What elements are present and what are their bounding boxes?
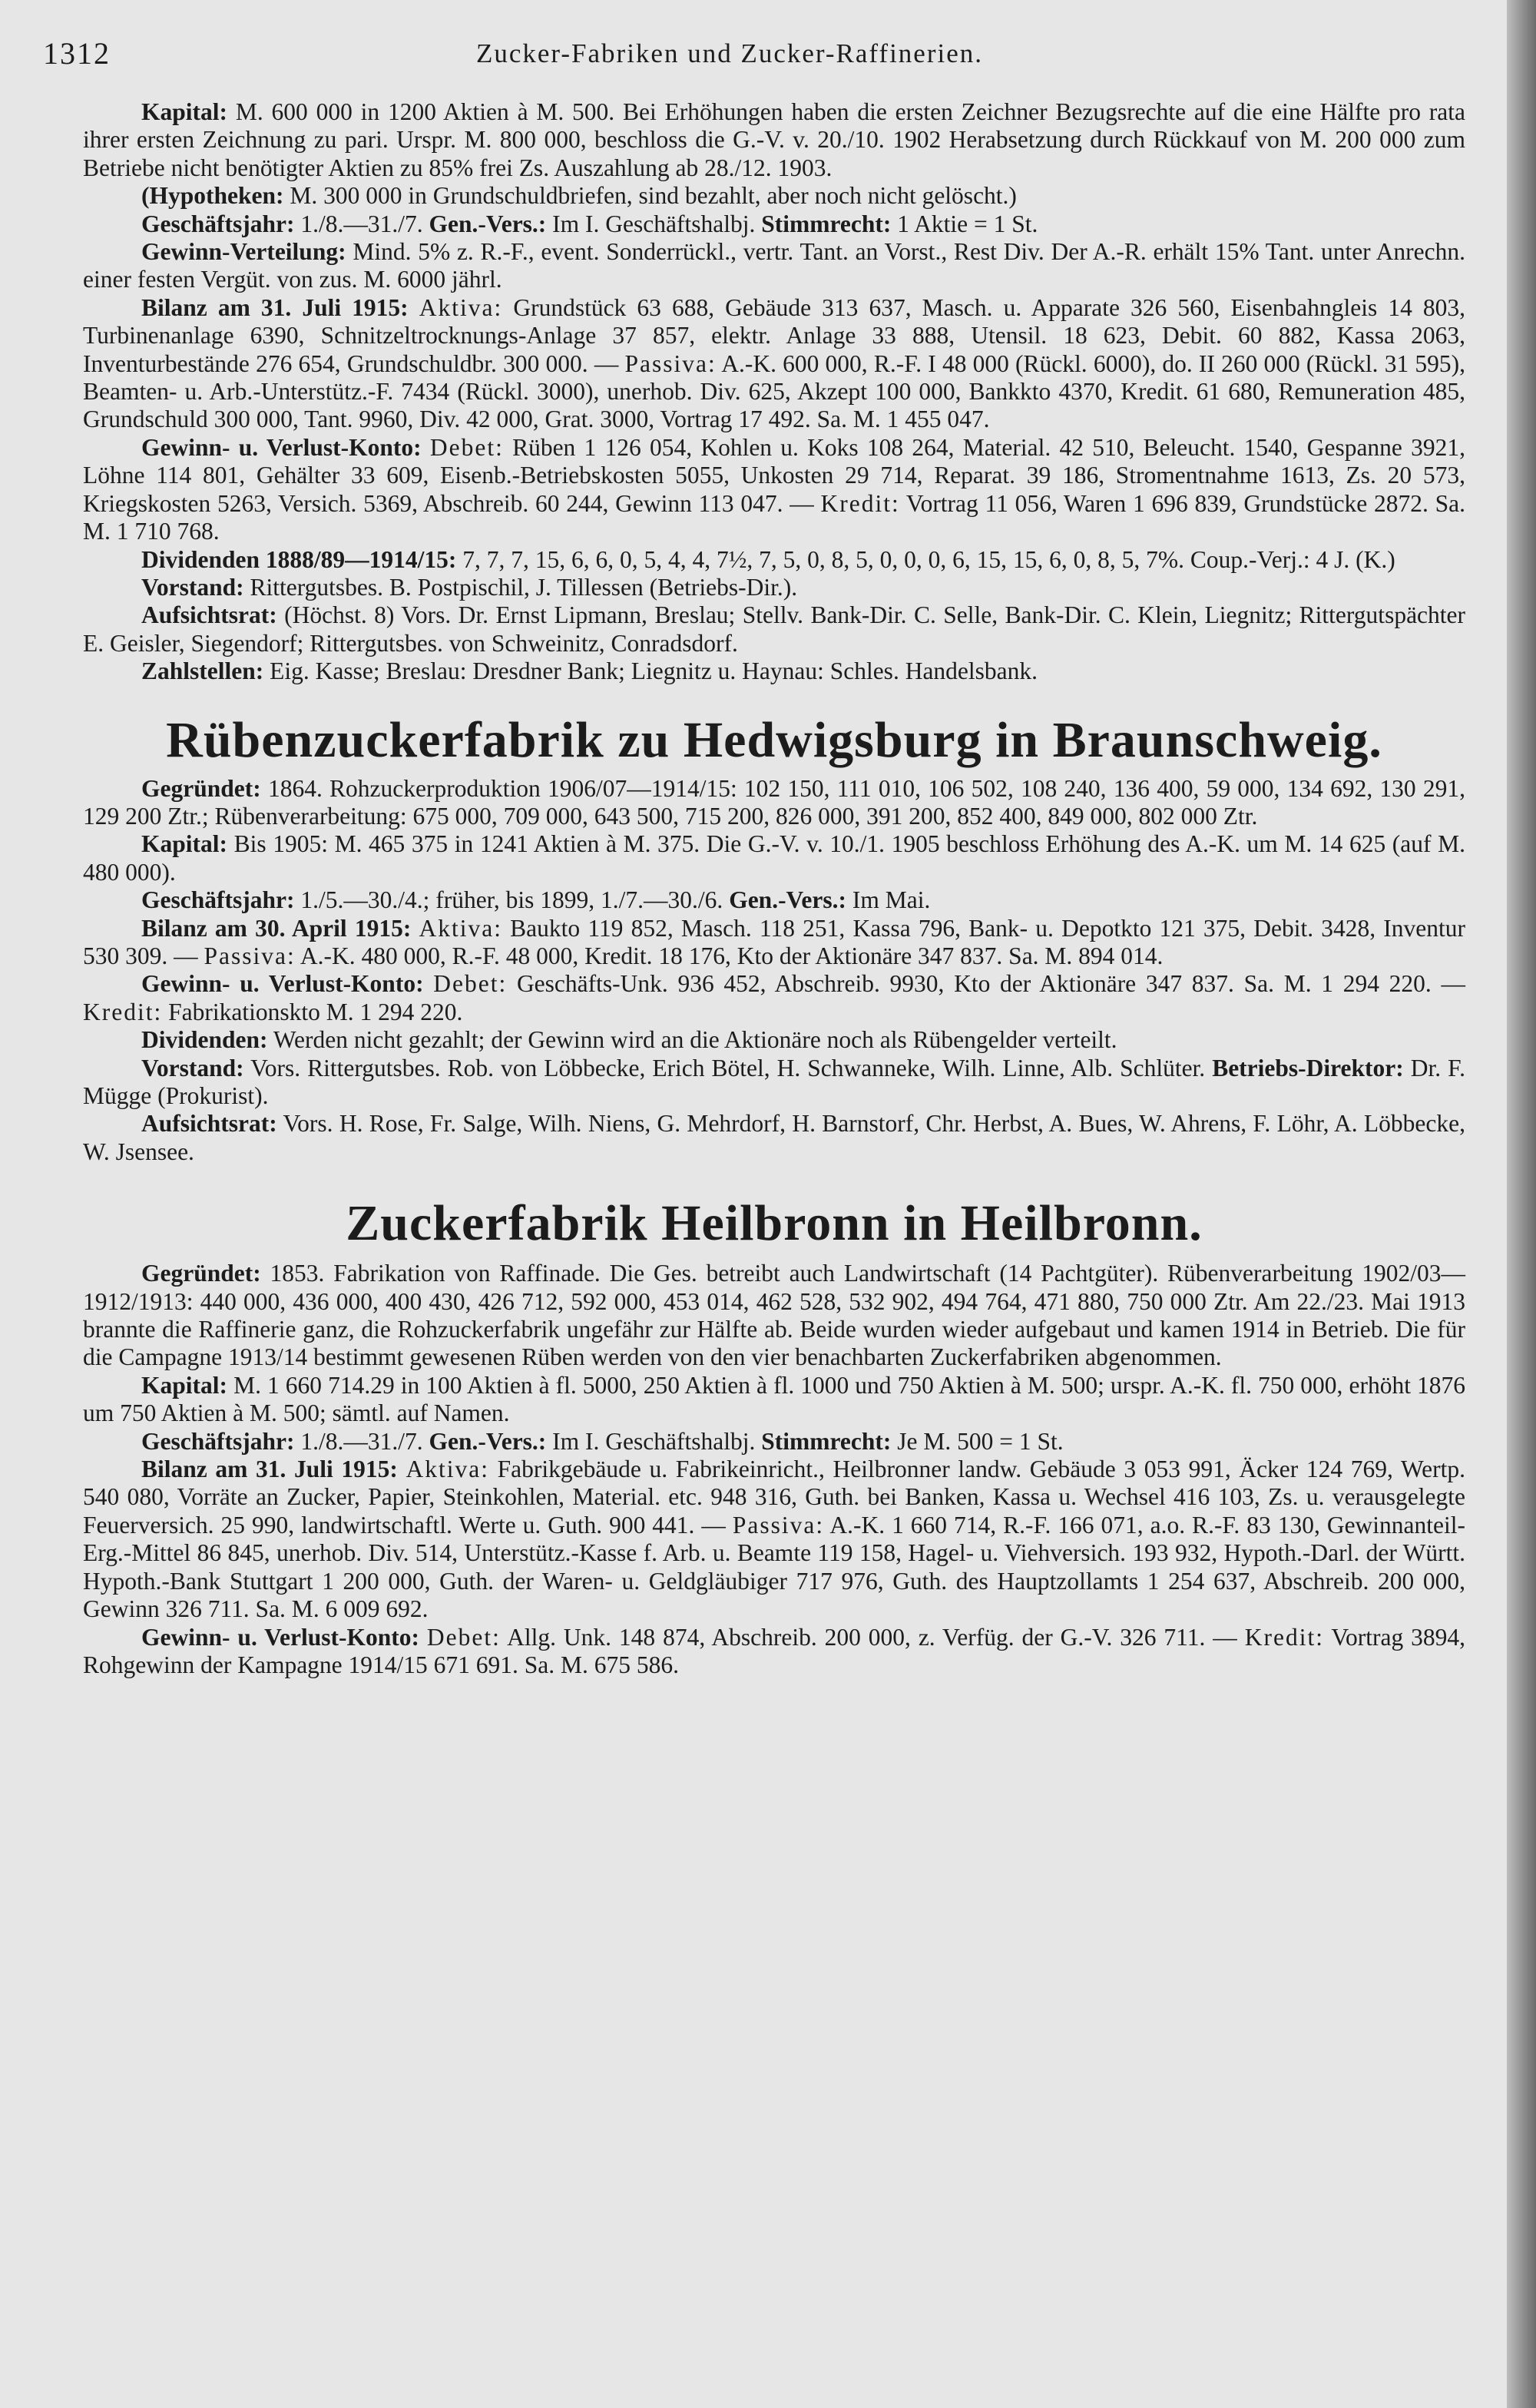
hypotheken-text: M. 300 000 in Grundschuldbriefen, sind bezahlt, aber noch nicht gelöscht.)	[290, 182, 1017, 210]
geschaeftsjahr-paragraph	[83, 210, 1465, 238]
dividenden-text: 7, 7, 7, 15, 6, 6, 0, 5, 4, 4, 7½, 7, 5, 0, 8, 5, 0, 0, 0, 6, 15, 15, 6, 0, 8, 5, 7%. Coup.-Verj.: 4 J. (K.)	[462, 545, 1395, 573]
genvers-label: Gen.-Vers.:	[729, 886, 846, 914]
gewinnverteilung-label: Gewinn-Verteilung:	[141, 238, 346, 266]
vorstand-paragraph	[83, 574, 1465, 601]
vorstand-label: Vorstand:	[141, 573, 244, 601]
betriebsdirektor-label: Betriebs-Direktor:	[1212, 1054, 1404, 1081]
page-edge-shadow	[1507, 0, 1536, 2408]
aktiva-label: Aktiva:	[419, 293, 503, 321]
geschaeftsjahr-text: 1./8.—31./7.	[300, 210, 423, 237]
page-header	[0, 35, 1459, 74]
dividenden-paragraph	[83, 546, 1465, 574]
kapital-label: Kapital:	[141, 98, 228, 125]
passiva-label: Passiva:	[732, 1511, 825, 1539]
debet-label: Debet:	[426, 1623, 501, 1651]
vorstand-label: Vorstand:	[141, 1054, 244, 1081]
kapital-paragraph	[83, 830, 1465, 886]
bilanz-paragraph	[83, 915, 1465, 971]
aufsichtsrat-text: Vors. H. Rose, Fr. Salge, Wilh. Niens, G. Mehrdorf, H. Barnstorf, Chr. Herbst, A. Bues, W. Ahrens, F. Löhr, A. Löbbecke, W. Jsensee.	[83, 1110, 1465, 1165]
zahlstellen-paragraph	[83, 657, 1465, 685]
vorstand-paragraph	[83, 1055, 1465, 1111]
aufsichtsrat-label: Aufsichtsrat:	[141, 601, 277, 629]
kapital-text: Bis 1905: M. 465 375 in 1241 Aktien à M. 375. Die G.-V. v. 10./1. 1905 beschloss Erhöhung des A.-K. um M. 14 625 (auf M. 480 000).	[83, 830, 1465, 886]
aktiva-label: Aktiva:	[406, 1456, 490, 1483]
guv-debet: Geschäfts-Unk. 936 452, Abschreib. 9930, Kto der Aktionäre 347 837. Sa. M. 1 294 220. —	[516, 970, 1466, 998]
bilanz-label: Bilanz am 31. Juli 1915:	[141, 293, 409, 321]
passiva-label: Passiva:	[624, 349, 717, 377]
kredit-label: Kredit:	[820, 489, 900, 517]
guv-debet: Rüben 1 126 054, Kohlen u. Koks 108 264, Material. 42 510, Beleucht. 1540, Gespanne 3921, Löhne 114 801, Gehälter 33 609, Eisenb.-Betriebskosten 5055, Unkosten 29 714, Reparat. 39 186, Stromentnahme 1613, Zs. 20 573, Kriegskosten 5263, Versich. 5369, Abschreib. 60 244, Gewinn 113 047. —	[83, 433, 1466, 517]
genvers-label: Gen.-Vers.:	[429, 210, 547, 237]
bilanz-passiva: A.-K. 1 660 714, R.-F. 166 071, a.o. R.-F. 83 130, Gewinnanteil-Erg.-Mittel 86 845, unerhob. Div. 514, Unterstütz.-Kasse f. Arb. u. Beamte 119 158, Hagel- u. Viehversich. 193 932, Hypoth.-Darl. der Württ. Hypoth.-Bank Stuttgart 1 200 000, Guth. der Waren- u. Geldgläubiger 717 976, Guth. des Hauptzollamts 1 254 637, Abschreib. 200 000, Gewinn 326 711. Sa. M. 6 009 692.	[83, 1511, 1466, 1623]
bilanz-paragraph	[83, 294, 1465, 434]
geschaeftsjahr-text: 1./5.—30./4.; früher, bis 1899, 1./7.—30./6.	[300, 886, 723, 914]
kapital-label: Kapital:	[141, 1371, 228, 1399]
guv-kredit: Vortrag 11 056, Waren 1 696 839, Grundstücke 2872. Sa. M. 1 710 768.	[83, 489, 1465, 545]
stimmrecht-text: Je M. 500 = 1 St.	[897, 1427, 1064, 1455]
geschaeftsjahr-label: Geschäftsjahr:	[141, 886, 295, 914]
gegruendet-label: Gegründet:	[141, 1260, 261, 1287]
geschaeftsjahr-label: Geschäftsjahr:	[141, 1427, 295, 1455]
guv-paragraph	[83, 434, 1465, 546]
aufsichtsrat-label: Aufsichtsrat:	[141, 1110, 277, 1138]
gegruendet-text: 1853. Fabrikation von Raffinade. Die Ges. betreibt auch Landwirtschaft (14 Pachtgüter). Rübenverarbeitung 1902/03—1912/1913: 440 000, 436 000, 400 430, 426 712, 592 000, 453 014, 462 528, 532 902, 494 764, 471 880, 750 000 Ztr. Am 22./23. Mai 1913 brannte die Raffinerie ganz, die Rohzuckerfabrik ungefähr zur Hälfte ab. Beide wurden wieder aufgebaut und kamen 1914 in Betrieb. Die für die Campagne 1913/14 bestimmt gewesenen Rüben werden von den vier benachbarten Zuckerfabriken abgenommen.	[83, 1260, 1466, 1371]
dividenden-label: Dividenden 1888/89—1914/15:	[141, 545, 457, 573]
kredit-label: Kredit:	[83, 998, 163, 1025]
dividenden-paragraph	[83, 1026, 1465, 1054]
gewinnverteilung-paragraph	[83, 238, 1465, 294]
gegruendet-text: 1864. Rohzuckerproduktion 1906/07—1914/15: 102 150, 111 010, 106 502, 108 240, 136 400, 59 000, 134 692, 130 291, 129 200 Ztr.; Rübenverarbeitung: 675 000, 709 000, 643 500, 715 200, 826 000, 391 200, 852 400, 849 000, 802 000 Ztr.	[83, 774, 1466, 830]
guv-paragraph	[83, 1624, 1465, 1680]
bilanz-aktiva: Grundstück 63 688, Gebäude 313 637, Masch. u. Apparate 326 560, Eisenbahngleis 14 803, Turbinenanlage 6390, Schnitzeltrocknungs-Anlage 37 857, elektr. Anlage 33 888, Utensil. 18 623, Debit. 60 882, Kassa 2063, Inventurbestände 276 654, Grundschuldbr. 300 000. —	[83, 293, 1466, 377]
bilanz-passiva: A.-K. 480 000, R.-F. 48 000, Kredit. 18 176, Kto der Aktionäre 347 837. Sa. M. 894 014.	[300, 942, 1164, 969]
bilanz-label: Bilanz am 30. April 1915:	[141, 914, 412, 942]
kapital-paragraph	[83, 1372, 1465, 1428]
stimmrecht-text: 1 Aktie = 1 St.	[897, 210, 1038, 237]
genvers-text: Im Mai.	[852, 886, 931, 914]
debet-label: Debet:	[433, 970, 508, 998]
dividenden-text: Werden nicht gezahlt; der Gewinn wird an die Aktionäre noch als Rübengelder verteilt.	[273, 1026, 1117, 1054]
gewinnverteilung-text: Mind. 5% z. R.-F., event. Sonderrückl., vertr. Tant. an Vorst., Rest Div. Der A.-R. erhält 15% Tant. unter Anrechn. einer festen Vergüt. von zus. M. 6000 jährl.	[83, 238, 1465, 293]
bilanz-passiva: A.-K. 600 000, R.-F. I 48 000 (Rückl. 6000), do. II 260 000 (Rückl. 31 595), Beamten- u. Arb.-Unterstütz.-F. 7434 (Rückl. 3000), unerhob. Div. 625, Akzept 100 000, Bankkto 4370, Kredit. 61 680, Remuneration 485, Grundschuld 300 000, Tant. 9960, Div. 42 000, Grat. 3000, Vortrag 17 492. Sa. M. 1 455 047.	[83, 349, 1465, 433]
geschaeftsjahr-paragraph	[83, 886, 1465, 914]
guv-kredit: Vortrag 3894, Rohgewinn der Kampagne 1914/15 671 691. Sa. M. 675 586.	[83, 1623, 1466, 1678]
kapital-label: Kapital:	[141, 830, 228, 858]
stimmrecht-label: Stimmrecht:	[761, 1427, 892, 1455]
aktiva-label: Aktiva:	[419, 914, 502, 942]
debet-label: Debet:	[429, 433, 504, 461]
zahlstellen-text: Eig. Kasse; Breslau: Dresdner Bank; Liegnitz u. Haynau: Schles. Handelsbank.	[270, 657, 1038, 685]
bilanz-paragraph	[83, 1456, 1465, 1623]
aufsichtsrat-text: (Höchst. 8) Vors. Dr. Ernst Lipmann, Breslau; Stellv. Bank-Dir. C. Selle, Bank-Dir. C. Klein, Liegnitz; Rittergutspächter E. Geisler, Siegendorf; Rittergutsbes. von Schweinitz, Conradsdorf.	[83, 601, 1466, 657]
guv-debet: Allg. Unk. 148 874, Abschreib. 200 000, z. Verfüg. der G.-V. 326 711. —	[507, 1623, 1237, 1651]
running-title: Zucker-Fabriken und Zucker-Raffinerien.	[475, 38, 983, 68]
gegruendet-paragraph	[83, 1260, 1465, 1372]
aufsichtsrat-paragraph	[83, 601, 1465, 657]
bilanz-aktiva: Fabrikgebäude u. Fabrikeinricht., Heilbronner landw. Gebäude 3 053 991, Äcker 124 769, Wertp. 540 080, Vorräte an Zucker, Papier, Steinkohlen, Material. etc. 948 316, Guth. bei Banken, Kassa u. Wechsel 416 103, Zs. u. verausgelegte Feuerversich. 25 990, landwirtschaftl. Werte u. Guth. 900 441. —	[83, 1456, 1466, 1539]
aufsichtsrat-paragraph	[83, 1110, 1465, 1166]
dividenden-label: Dividenden:	[141, 1026, 268, 1054]
genvers-label: Gen.-Vers.:	[429, 1427, 547, 1455]
geschaeftsjahr-text: 1./8.—31./7.	[300, 1427, 423, 1455]
gegruendet-paragraph	[83, 775, 1465, 831]
vorstand-text: Rittergutsbes. B. Postpischil, J. Tillessen (Betriebs-Dir.).	[250, 573, 798, 601]
geschaeftsjahr-paragraph	[83, 1428, 1465, 1456]
guv-label: Gewinn- u. Verlust-Konto:	[141, 433, 422, 461]
guv-paragraph	[83, 970, 1465, 1026]
hypotheken-paragraph	[83, 182, 1465, 210]
genvers-text: Im I. Geschäftshalbj.	[552, 210, 756, 237]
zahlstellen-label: Zahlstellen:	[141, 657, 264, 685]
guv-kredit: Fabrikationskto M. 1 294 220.	[168, 998, 463, 1025]
kredit-label: Kredit:	[1244, 1623, 1324, 1651]
passiva-label: Passiva:	[204, 942, 296, 969]
kapital-text: M. 600 000 in 1200 Aktien à M. 500. Bei Erhöhungen haben die ersten Zeichner Bezugsrechte auf die eine Hälfte pro rata ihrer ersten Zeichnung zu pari. Urspr. M. 800 000, beschloss die G.-V. v. 20./10. 1902 Herabsetzung durch Rückkauf von M. 200 000 zum Betriebe nicht benötigter Aktien zu 85% frei Zs. Auszahlung ab 28./12. 1903.	[83, 98, 1465, 181]
gegruendet-label: Gegründet:	[141, 774, 261, 802]
kapital-paragraph	[83, 98, 1465, 182]
kapital-text: M. 1 660 714.29 in 100 Aktien à fl. 5000, 250 Aktien à fl. 1000 und 750 Aktien à M. 500; urspr. A.-K. fl. 750 000, erhöht 1876 um 750 Aktien à M. 500; sämtl. auf Namen.	[83, 1371, 1465, 1427]
genvers-text: Im I. Geschäftshalbj.	[552, 1427, 756, 1455]
betriebsdirektor-text: Dr. F. Mügge (Prokurist).	[83, 1054, 1466, 1109]
bilanz-label: Bilanz am 31. Juli 1915:	[141, 1456, 398, 1483]
company-title-heilbronn: Zuckerfabrik Heilbronn in Heilbronn.	[346, 1195, 1203, 1252]
guv-label: Gewinn- u. Verlust-Konto:	[141, 970, 424, 998]
guv-label: Gewinn- u. Verlust-Konto:	[141, 1623, 419, 1651]
geschaeftsjahr-label: Geschäftsjahr:	[141, 210, 295, 237]
hypotheken-label: (Hypotheken:	[141, 182, 284, 210]
page-number: 1312	[43, 36, 111, 71]
bilanz-aktiva: Baukto 119 852, Masch. 118 251, Kassa 796, Bank- u. Depotkto 121 375, Debit. 3428, Inventur 530 309. —	[83, 914, 1465, 969]
company-title-hedwigsburg: Rübenzuckerfabrik zu Hedwigsburg in Braunschweig.	[166, 711, 1382, 768]
vorstand-text: Vors. Rittergutsbes. Rob. von Löbbecke, Erich Bötel, H. Schwanneke, Wilh. Linne, Alb. Schlüter.	[250, 1054, 1206, 1081]
text-column	[83, 98, 1465, 1679]
stimmrecht-label: Stimmrecht:	[761, 210, 892, 237]
